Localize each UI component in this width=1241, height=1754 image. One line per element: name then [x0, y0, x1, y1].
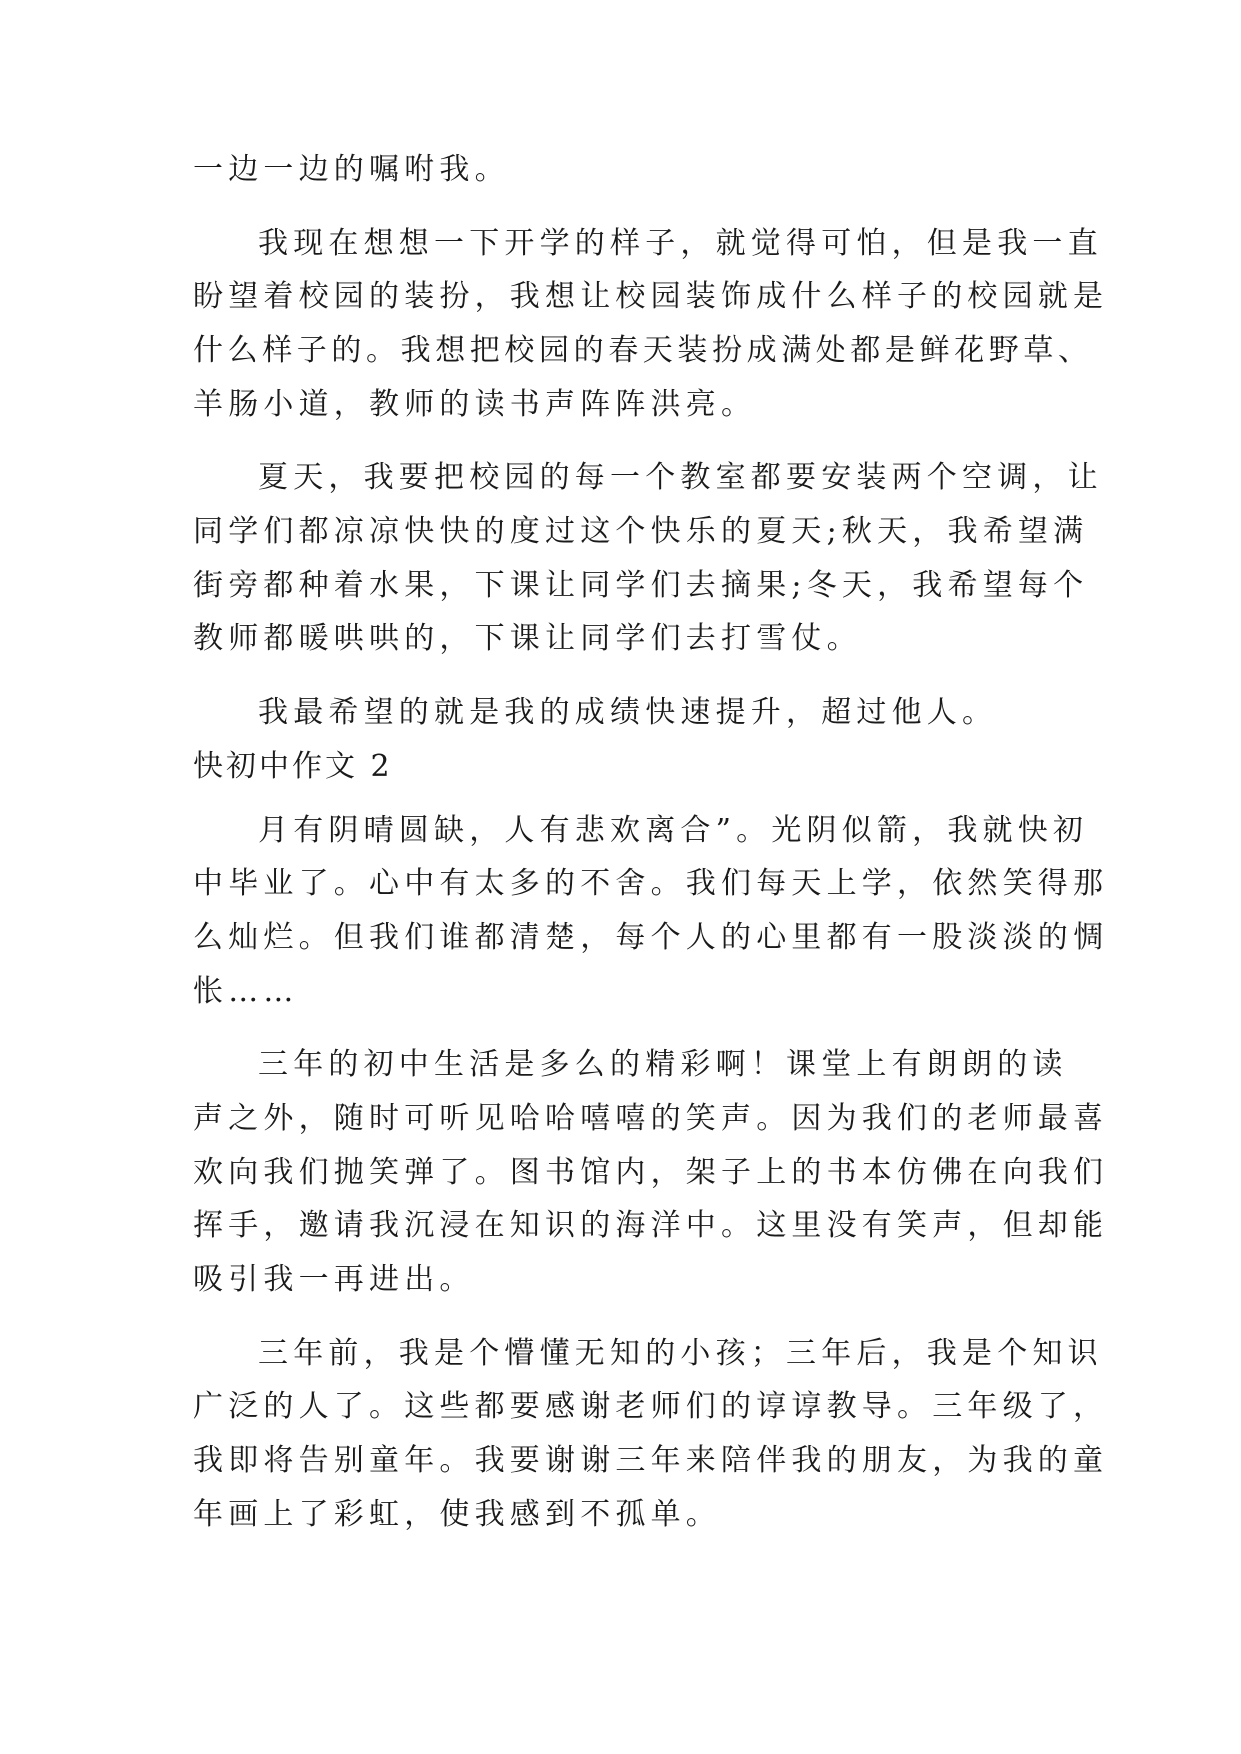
text-line: 怅……: [193, 974, 299, 1009]
paragraph-first-line: 三年前，我是个懵懂无知的小孩；三年后，我是个知识: [258, 1336, 1103, 1371]
paragraph-first-line: 我现在想想一下开学的样子，就觉得可怕，但是我一直: [258, 226, 1103, 261]
text-line: 中毕业了。心中有太多的不舍。我们每天上学，依然笑得那: [193, 866, 1109, 901]
text-line: 年画上了彩虹，使我感到不孤单。: [193, 1497, 721, 1532]
text-line: 同学们都凉凉快快的度过这个快乐的夏天;秋天，我希望满: [193, 514, 1089, 549]
text-line: 一边一边的嘱咐我。: [193, 152, 510, 187]
text-line: 什么样子的。我想把校园的春天装扮成满处都是鲜花野草、: [193, 333, 1093, 368]
text-line: 教师都暖哄哄的，下课让同学们去打雪仗。: [193, 621, 862, 656]
text-line: 欢向我们抛笑弹了。图书馆内，架子上的书本仿佛在向我们: [193, 1155, 1109, 1190]
paragraph-first-line: 夏天，我要把校园的每一个教室都要安装两个空调，让: [258, 460, 1103, 495]
paragraph-first-line: 我最希望的就是我的成绩快速提升，超过他人。: [258, 695, 998, 730]
text-line: 羊肠小道，教师的读书声阵阵洪亮。: [193, 387, 757, 422]
text-line: 么灿烂。但我们谁都清楚，每个人的心里都有一股淡淡的惆: [193, 920, 1109, 955]
text-line: 吸引我一再进出。: [193, 1262, 475, 1297]
text-line: 街旁都种着水果，下课让同学们去摘果;冬天，我希望每个: [193, 568, 1089, 603]
section-heading: 快初中作文 2: [193, 749, 393, 784]
paragraph-first-line: 三年的初中生活是多么的精彩啊！课堂上有朗朗的读: [258, 1047, 1068, 1082]
text-line: 盼望着校园的装扮，我想让校园装饰成什么样子的校园就是: [193, 279, 1109, 314]
text-line: 挥手，邀请我沉浸在知识的海洋中。这里没有笑声，但却能: [193, 1208, 1109, 1243]
text-line: 我即将告别童年。我要谢谢三年来陪伴我的朋友，为我的童: [193, 1443, 1109, 1478]
paragraph-first-line: 月有阴晴圆缺，人有悲欢离合”。光阴似箭，我就快初: [258, 813, 1089, 848]
text-line: 广泛的人了。这些都要感谢老师们的谆谆教导。三年级了，: [193, 1389, 1109, 1424]
text-line: 声之外，随时可听见哈哈嘻嘻的笑声。因为我们的老师最喜: [193, 1101, 1109, 1136]
